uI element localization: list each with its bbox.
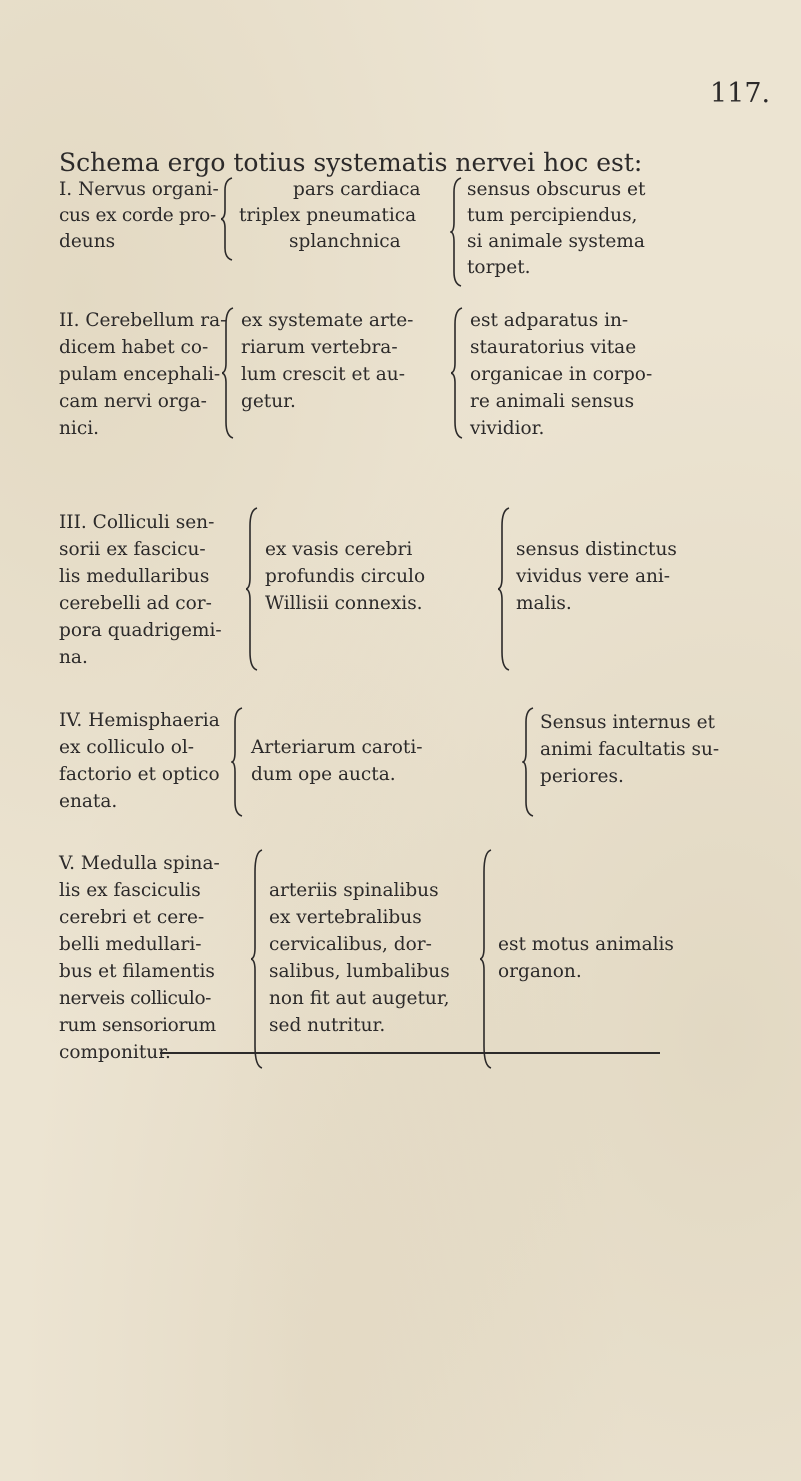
- brace-icon: [246, 506, 260, 672]
- section-2-col3-line: est adparatus in-: [470, 310, 629, 331]
- section-1-col2-line: splanchnica: [289, 231, 401, 252]
- section-2-col1-line: nici.: [59, 418, 99, 439]
- section-4-col1-line: IV. Hemisphaeria: [59, 710, 220, 731]
- section-3-col1-line: na.: [59, 647, 88, 668]
- section-3-col2-line: Willisii connexis.: [265, 593, 423, 614]
- section-2-col3-line: vividior.: [470, 418, 545, 439]
- section-5-col2-line: cervicalibus, dor-: [269, 934, 432, 955]
- section-5-col1-line: bus et filamentis: [59, 961, 215, 982]
- section-5-col3-line: est motus animalis: [498, 934, 674, 955]
- section-3-col1-line: pora quadrigemi-: [59, 620, 222, 641]
- section-3-col1-line: lis medullaribus: [59, 566, 210, 587]
- section-4-col3-line: animi facultatis su-: [540, 739, 720, 760]
- section-5-col2-line: salibus, lumbalibus: [269, 961, 450, 982]
- page-title: Schema ergo totius systematis nervei hoc est:: [59, 148, 643, 177]
- section-3-col2-line: profundis circulo: [265, 566, 426, 587]
- section-2-col2-line: ex systemate arte-: [241, 310, 414, 331]
- section-5-col1-line: cerebri et cere-: [59, 907, 205, 928]
- section-1-col1-line: I. Nervus organi-: [59, 179, 219, 200]
- section-5-col1-line: nerveis colliculo-: [59, 988, 212, 1009]
- section-4-col3-line: Sensus internus et: [540, 712, 715, 733]
- section-1-col2-line: pars cardiaca: [293, 179, 421, 200]
- section-1-col3-line: si animale systema: [467, 231, 645, 252]
- section-5-col1-line: belli medullari-: [59, 934, 202, 955]
- brace-icon: [251, 848, 265, 1070]
- section-2-col2-line: getur.: [241, 391, 296, 412]
- section-3-col3-line: malis.: [516, 593, 572, 614]
- brace-icon: [498, 506, 512, 672]
- section-5-col2-line: non fit aut augetur,: [269, 988, 450, 1009]
- section-3-col1-line: sorii ex fascicu-: [59, 539, 206, 560]
- page-number: 117.: [710, 78, 771, 109]
- section-1-col1-line: cus ex corde pro-: [59, 205, 216, 226]
- section-5-col3-line: organon.: [498, 961, 582, 982]
- section-4-col2-line: Arteriarum caroti-: [251, 737, 423, 758]
- section-4-col2-line: dum ope aucta.: [251, 764, 396, 785]
- section-1-col3-line: tum percipiendus,: [467, 205, 638, 226]
- section-5-col1-line: lis ex fasciculis: [59, 880, 201, 901]
- section-4-col1-line: ex colliculo ol-: [59, 737, 195, 758]
- section-2-col1-line: cam nervi orga-: [59, 391, 207, 412]
- brace-icon: [451, 306, 465, 440]
- brace-icon: [221, 176, 235, 262]
- brace-icon: [450, 176, 464, 288]
- section-2-col2-line: lum crescit et au-: [241, 364, 405, 385]
- section-2-col1-line: pulam encephali-: [59, 364, 221, 385]
- section-5-col1-line: V. Medulla spina-: [59, 853, 220, 874]
- section-2-col1-line: dicem habet co-: [59, 337, 209, 358]
- section-5-col1-line: rum sensoriorum: [59, 1015, 216, 1036]
- brace-icon: [480, 848, 494, 1070]
- section-4-col1-line: factorio et optico: [59, 764, 220, 785]
- section-1-col3-line: sensus obscurus et: [467, 179, 646, 200]
- section-2-col2-line: riarum vertebra-: [241, 337, 398, 358]
- section-2-col1-line: II. Cerebellum ra-: [59, 310, 227, 331]
- section-3-col3-line: sensus distinctus: [516, 539, 677, 560]
- section-4-col3-line: periores.: [540, 766, 624, 787]
- brace-icon: [231, 706, 245, 818]
- section-2-col3-line: organicae in corpo-: [470, 364, 653, 385]
- section-3-col1-line: III. Colliculi sen-: [59, 512, 215, 533]
- section-divider: [160, 1052, 660, 1054]
- brace-icon: [222, 306, 236, 440]
- section-1-col1-line: deuns: [59, 231, 116, 252]
- section-1-col3-line: torpet.: [467, 257, 531, 278]
- section-2-col3-line: re animali sensus: [470, 391, 635, 412]
- section-3-col1-line: cerebelli ad cor-: [59, 593, 212, 614]
- section-3-col3-line: vividus vere ani-: [516, 566, 671, 587]
- section-5-col2-line: sed nutritur.: [269, 1015, 386, 1036]
- section-5-col1-line: componitur.: [59, 1042, 171, 1063]
- section-5-col2-line: arteriis spinalibus: [269, 880, 439, 901]
- brace-icon: [522, 706, 536, 818]
- section-3-col2-line: ex vasis cerebri: [265, 539, 413, 560]
- section-1-col2-line: triplex pneumatica: [239, 205, 417, 226]
- section-4-col1-line: enata.: [59, 791, 118, 812]
- section-2-col3-line: stauratorius vitae: [470, 337, 637, 358]
- section-5-col2-line: ex vertebralibus: [269, 907, 422, 928]
